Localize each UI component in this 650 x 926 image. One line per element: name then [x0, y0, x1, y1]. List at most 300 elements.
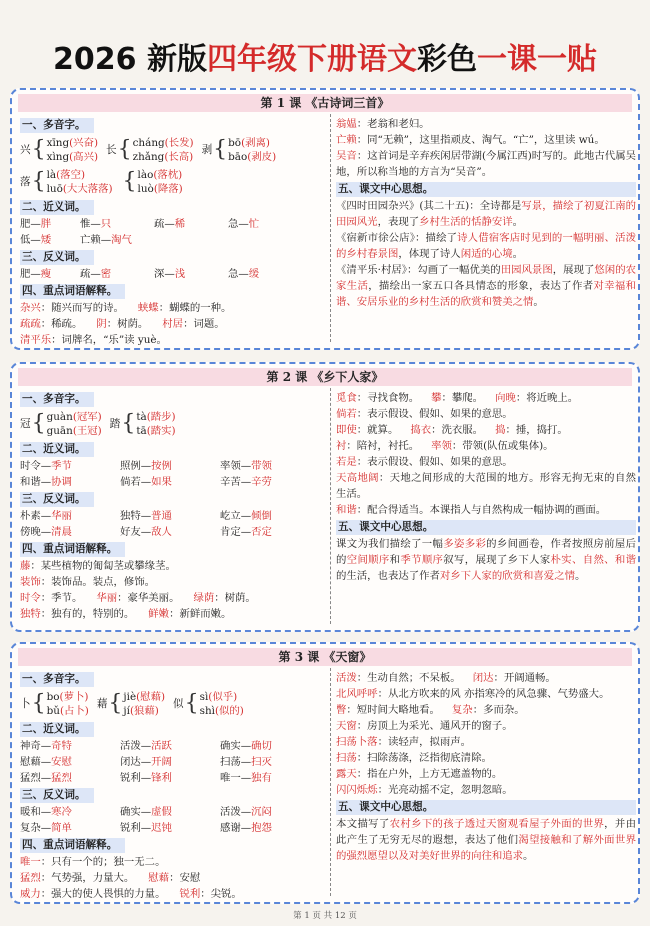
meaning: ：豪华美丽。 [117, 592, 180, 604]
polyphone-row [20, 688, 324, 720]
word-pair [120, 770, 220, 786]
brace-icon: { [122, 169, 137, 194]
meaning: ：稀疏。 [40, 318, 83, 330]
pinyin-pair [47, 168, 113, 196]
definition-row [20, 606, 324, 622]
meaning: ：捶，捣打。 [505, 424, 568, 436]
word-pair [120, 474, 220, 490]
term: 村居 [162, 318, 184, 330]
term: 衬 [336, 440, 347, 452]
pinyin-line [47, 182, 113, 196]
definition-row [20, 590, 324, 606]
example-word: (兴奋) [69, 137, 99, 149]
definition-row [336, 702, 636, 718]
polyphone-char: 长 [106, 144, 117, 156]
word-pair [20, 474, 120, 490]
paired-word: 抱怨 [251, 822, 272, 834]
paired-word: 华丽 [51, 510, 72, 522]
lesson-2-right-column [336, 390, 636, 584]
word: 急— [228, 268, 249, 280]
meaning: ：攀爬。 [441, 392, 484, 404]
example-word: (长发) [164, 137, 194, 149]
pinyin-line [47, 704, 89, 718]
polyphone-row [20, 166, 324, 198]
column-divider [330, 114, 331, 342]
pinyin-line [228, 136, 276, 150]
word: 好友— [120, 526, 152, 538]
brace-icon: { [117, 137, 132, 162]
meaning: ：从北方吹来的风 亦指寒冷的风急骤、气势盛大。 [377, 688, 610, 700]
word-pair [120, 458, 220, 474]
synonym-list [20, 216, 324, 248]
polyphone-group [202, 135, 277, 165]
word-pair [154, 266, 228, 282]
word-pair [20, 524, 120, 540]
pinyin: sì [199, 691, 209, 703]
paired-word: 沉闷 [251, 806, 272, 818]
term: 若是 [336, 456, 357, 468]
meaning: ：洗衣服。 [431, 424, 484, 436]
word: 惟— [80, 218, 101, 230]
pinyin: guān [46, 425, 73, 437]
definition-row [20, 300, 324, 316]
meaning: ：开阔通畅。 [493, 672, 556, 684]
pinyin-pair [200, 690, 244, 718]
meaning: ：树荫。 [106, 318, 149, 330]
pinyin: jí [123, 705, 130, 717]
definition-item [336, 440, 419, 452]
definition-item [336, 704, 440, 716]
term: 天窗 [336, 720, 357, 732]
word-pair [220, 458, 320, 474]
example-word: (降落) [153, 183, 183, 195]
term: 活泼 [336, 672, 357, 684]
section-heading: 四、重点词语解释。 [20, 284, 125, 299]
lesson-1-left-column [20, 116, 324, 348]
word-pair [20, 820, 120, 836]
pinyin-pair [47, 410, 102, 438]
word: 确实— [220, 740, 252, 752]
word-pair [20, 216, 80, 232]
meaning: ：新鲜而嫩。 [169, 608, 232, 620]
word-pair-row [20, 266, 324, 282]
term: 捣 [495, 424, 506, 436]
word-pair [220, 474, 320, 490]
definition-item [138, 300, 232, 316]
polyphone-char: 兴 [20, 144, 31, 156]
summary-paragraph: 《清平乐·村居》：勾画了一幅优美的田园风景图，展现了悠闲的农家生活，描绘出一家五口各具情态的形象，表达了作者对幸福和谐、安居乐业的乡村生活的欣赏和赞美之情。 [336, 264, 637, 308]
meaning: ：独有的，特别的。 [40, 608, 135, 620]
section-heading: 五、课文中心思想。 [336, 800, 636, 815]
definition-item [20, 606, 134, 622]
pinyin: zhǎng [132, 151, 165, 163]
polyphone-char: 落 [20, 176, 31, 188]
definition-item: 亡赖：同“无赖”，这里指顽皮、淘气。“亡”，这里读 wú。 [336, 134, 605, 146]
example-word: (剥离) [241, 137, 270, 149]
section-heading: 三、反义词。 [20, 250, 94, 265]
word: 屹立— [220, 510, 252, 522]
polyphone-char: 藉 [96, 698, 108, 710]
antonym-list [20, 508, 324, 540]
term: 清平乐 [20, 334, 52, 346]
word: 低— [20, 234, 41, 246]
word-pair [220, 804, 320, 820]
term: 复杂 [451, 704, 473, 716]
definition-row [336, 438, 636, 454]
antonym-list [20, 266, 324, 282]
definition-item [336, 392, 419, 404]
word-pair-row [20, 216, 324, 232]
example-word: (冠军) [72, 411, 102, 423]
polyphone-group [123, 167, 183, 197]
pinyin-pair [133, 136, 194, 164]
word-pair [228, 216, 288, 232]
pinyin-pair [47, 690, 89, 718]
paired-word: 活跃 [151, 740, 172, 752]
lesson-3-left-column [20, 670, 324, 902]
polyphone-char: 剥 [201, 144, 213, 156]
term: 攀 [431, 392, 442, 404]
meaning: ：生动自然；不呆板。 [356, 672, 461, 684]
word: 猛烈— [20, 772, 52, 784]
paired-word: 奇特 [51, 740, 72, 752]
pinyin-line [228, 150, 276, 164]
term: 倘若 [336, 408, 357, 420]
pinyin: xīng [46, 137, 70, 149]
word: 疏— [80, 268, 101, 280]
word: 活泼— [220, 806, 252, 818]
pinyin-line [136, 424, 175, 438]
definition-item [20, 300, 124, 316]
meaning: ：就算。 [356, 424, 399, 436]
word: 独特— [120, 510, 152, 522]
term: 向晚 [495, 392, 516, 404]
word-pair [20, 508, 120, 524]
paired-word: 带领 [251, 460, 272, 472]
definition-item [336, 752, 492, 764]
word: 肥— [20, 268, 41, 280]
word-pair [20, 232, 80, 248]
polyphone-group [97, 689, 165, 719]
term: 威力 [20, 888, 41, 900]
word-pair-row [20, 232, 324, 248]
term: 鲜嫩 [148, 608, 170, 620]
definition-list [20, 854, 324, 902]
term: 露天 [336, 768, 357, 780]
meaning: ：尖锐。 [200, 888, 242, 900]
pinyin-line [47, 424, 102, 438]
word: 率领— [220, 460, 252, 472]
word: 感谢— [220, 822, 252, 834]
word-pair [220, 738, 320, 754]
term: 时令 [20, 592, 41, 604]
meaning: ：短时间大略地看。 [346, 704, 440, 716]
definition-row [336, 686, 636, 702]
meaning: ：配合得适当。本课指人与自然构成一幅协调的画面。 [356, 504, 607, 516]
definition-item [148, 606, 231, 622]
pinyin: tà [136, 411, 147, 423]
word-pair-row [20, 524, 324, 540]
polyphone-char: 卜 [20, 698, 31, 710]
word-pair [220, 508, 320, 524]
meaning: ：扫除荡涤，泛指彻底清除。 [356, 752, 492, 764]
definition-row [336, 766, 636, 782]
definition-list [336, 670, 636, 798]
lesson-header: 第 2 课 《乡下人家》 [18, 368, 632, 386]
summary-paragraph: 本文描写了农村乡下的孩子透过天窗观看屋子外面的世界，并由此产生了无穷无尽的遐想，表达了他们渴望接触和了解外面世界的强烈愿望以及对美好世界的向往和追求。 [336, 818, 637, 862]
lesson-header: 第 1 课 《古诗词三首》 [18, 94, 632, 112]
word: 唯一— [220, 772, 252, 784]
word-pair [20, 738, 120, 754]
brace-icon: { [31, 169, 46, 194]
pinyin: shì [199, 705, 215, 717]
word: 神奇— [20, 740, 52, 752]
word-pair [120, 738, 220, 754]
definition-item [336, 688, 609, 700]
term: 即使 [336, 424, 357, 436]
paired-word: 稀 [174, 218, 186, 230]
meaning: ：表示假设、假如、如果的意思。 [356, 408, 513, 420]
definition-row [336, 390, 636, 406]
page-footer: 第 1 页 共 12 页 [293, 911, 357, 921]
pinyin-line [47, 410, 102, 424]
synonym-list [20, 458, 324, 490]
word: 疏— [154, 218, 175, 230]
word-pair [120, 524, 220, 540]
word: 锐利— [120, 772, 152, 784]
paired-word: 矮 [40, 234, 52, 246]
term: 北风呼呼 [336, 688, 378, 700]
paired-word: 瘦 [40, 268, 52, 280]
pinyin: cháng [132, 137, 165, 149]
pinyin: luò [137, 183, 154, 195]
lesson-card-3 [10, 642, 640, 904]
paired-word: 简单 [51, 822, 72, 834]
pinyin-line [133, 136, 194, 150]
definition-item [20, 574, 155, 590]
pinyin-line [123, 704, 165, 718]
polyphone-char: 冠 [20, 418, 31, 430]
meaning: ：某些植物的匍匐茎或攀缘茎。 [30, 560, 176, 572]
lesson-2-left-column [20, 390, 324, 622]
term: 疏疏 [20, 318, 41, 330]
paired-word: 淘气 [111, 234, 132, 246]
definition-item [431, 440, 553, 452]
summary-paragraph: 课文为我们描绘了一幅多姿多彩的乡间画卷，作者按照房前屋后的空间顺序和季节顺序叙写，展现了乡下人家朴实、自然、和谐的生活，也表达了作者对乡下人家的欣赏和喜爱之情。 [336, 538, 637, 582]
word: 时令— [20, 460, 52, 472]
definition-item [20, 886, 165, 902]
word: 傍晚— [20, 526, 52, 538]
word-pair [228, 266, 288, 282]
word-pair [220, 754, 320, 770]
word-pair [220, 524, 320, 540]
word: 慰藉— [20, 756, 52, 768]
definition-item [336, 768, 502, 780]
paired-word: 协调 [51, 476, 72, 488]
polyphone-group [20, 167, 113, 197]
section-heading: 四、重点词语解释。 [20, 838, 125, 853]
meaning: ：多而杂。 [472, 704, 525, 716]
word: 暖和— [20, 806, 52, 818]
paired-word: 确切 [251, 740, 272, 752]
paired-word: 扫灭 [251, 756, 272, 768]
section-heading: 四、重点词语解释。 [20, 542, 125, 557]
word: 朴素— [20, 510, 52, 522]
paired-word: 迟钝 [151, 822, 172, 834]
pinyin-pair [138, 168, 183, 196]
definition-item [336, 736, 471, 748]
lesson-card-2 [10, 362, 640, 632]
word-pair [20, 266, 80, 282]
example-word: (踏步) [146, 411, 176, 423]
definition-item [452, 704, 525, 716]
term: 华丽 [96, 592, 118, 604]
meaning: ：只有一个的；独一无二。 [40, 856, 166, 868]
word: 肥— [20, 218, 41, 230]
paired-word: 寒冷 [51, 806, 72, 818]
pinyin-line [47, 150, 98, 164]
lesson-card-1 [10, 88, 640, 350]
definition-item [179, 886, 241, 902]
word-pair-row [20, 820, 324, 836]
term: 和谐 [336, 504, 357, 516]
column-divider [330, 668, 331, 896]
meaning: ：将近晚上。 [515, 392, 579, 404]
word-pair [80, 216, 154, 232]
meaning: ：词题。 [183, 318, 225, 330]
polyphone-row [20, 134, 324, 166]
paired-word: 清晨 [51, 526, 72, 538]
example-word: (慰藉) [136, 691, 166, 703]
example-word: (高兴) [69, 151, 99, 163]
word-pair-row [20, 770, 324, 786]
polyphone-group [20, 135, 98, 165]
pinyin-pair [136, 410, 175, 438]
polyphone-row [20, 408, 324, 440]
section-heading: 二、近义词。 [20, 442, 94, 457]
word-pair [20, 754, 120, 770]
meaning: ：强大的使人畏惧的力量。 [40, 888, 166, 900]
paired-word: 浅 [174, 268, 186, 280]
term: 率领 [431, 440, 452, 452]
section-heading: 三、反义词。 [20, 492, 94, 507]
word-pair-row [20, 804, 324, 820]
term: 藤 [20, 560, 31, 572]
section-heading: 一、多音字。 [20, 672, 94, 687]
meaning: ：带领(队伍或集体)。 [451, 440, 554, 452]
antonym-list [20, 804, 324, 836]
paired-word: 锋利 [151, 772, 172, 784]
word: 倘若— [120, 476, 152, 488]
definition-item [20, 854, 165, 870]
definition-row [20, 574, 324, 590]
definition-item [162, 316, 224, 332]
definition-row [336, 734, 636, 750]
pinyin-line [47, 136, 98, 150]
definition-row [336, 502, 636, 518]
definition-item: 吴音：这首词是辛弃疾闲居带湖(今属江西)时写的。此地古代属吴地，所以称当地的方言为“吴音”。 [336, 150, 637, 178]
pinyin-pair [123, 690, 165, 718]
definition-row [336, 750, 636, 766]
term: 天高地阔 [336, 472, 379, 484]
example-word: (王冠) [72, 425, 102, 437]
word-pair [220, 820, 320, 836]
definition-item [431, 392, 483, 404]
term: 独特 [20, 608, 41, 620]
definition-row [336, 718, 636, 734]
pinyin: guàn [46, 411, 73, 423]
term: 闪闪烁烁 [336, 784, 378, 796]
pinyin: bo [46, 691, 60, 703]
pinyin-pair [47, 136, 98, 164]
pinyin: bō [228, 137, 242, 149]
term: 瞥 [336, 704, 347, 716]
lesson-1-right-column [336, 116, 636, 310]
word-pair [220, 770, 320, 786]
meaning: ：房顶上为采光、通风开的窗子。 [356, 720, 513, 732]
definition-item [148, 870, 200, 886]
brace-icon: { [31, 691, 46, 716]
paired-word: 猛烈 [51, 772, 72, 784]
definition-item [473, 672, 556, 684]
polyphone-char: 似 [173, 698, 184, 710]
word: 扫荡— [220, 756, 252, 768]
paired-word: 否定 [251, 526, 272, 538]
definition-row [336, 406, 636, 422]
word: 确实— [120, 806, 152, 818]
section-heading: 五、课文中心思想。 [336, 182, 636, 197]
meaning: ：季节。 [40, 592, 83, 604]
pinyin-pair [228, 136, 276, 164]
pinyin-line [138, 168, 183, 182]
pinyin-line [200, 704, 244, 718]
paired-word: 密 [100, 268, 112, 280]
meaning: ：树荫。 [214, 592, 256, 604]
word: 辛苦— [220, 476, 252, 488]
definition-row [336, 454, 636, 470]
definition-item [96, 316, 148, 332]
definition-row [20, 332, 324, 348]
pinyin: lào [137, 169, 154, 181]
definition-row [336, 782, 636, 798]
example-word: (长高) [164, 151, 194, 163]
polyphone-char: 踏 [109, 418, 121, 430]
definition-row [336, 470, 636, 502]
definition-item [20, 332, 167, 348]
meaning: ：气势强，力量大。 [40, 872, 135, 884]
lesson-header: 第 3 课 《天窗》 [18, 648, 632, 666]
word-pair [120, 820, 220, 836]
brace-icon: { [31, 137, 46, 162]
summary-paragraph: 《四时田园杂兴》(其二十五)：全诗都是写景，描绘了初夏江南的田园风光，表现了乡村生活的恬静安详。 [336, 200, 637, 228]
meaning: ：天地之间形成的大范围的地方。形容无拘无束的自然生活。 [336, 472, 636, 500]
polyphone-group [20, 409, 102, 439]
definition-row [20, 558, 324, 574]
word-pair [20, 770, 120, 786]
word: 和谐— [20, 476, 52, 488]
paired-word: 缓 [248, 268, 260, 280]
pinyin-line [138, 182, 183, 196]
term: 锐利 [179, 888, 201, 900]
definition-list [20, 300, 324, 348]
section-heading: 三、反义词。 [20, 788, 94, 803]
definition-item [336, 784, 513, 796]
synonym-list [20, 738, 324, 786]
brace-icon: { [121, 411, 136, 436]
pinyin: jiè [123, 691, 137, 703]
definition-item [336, 720, 513, 732]
meaning: ：安慰 [169, 872, 201, 884]
